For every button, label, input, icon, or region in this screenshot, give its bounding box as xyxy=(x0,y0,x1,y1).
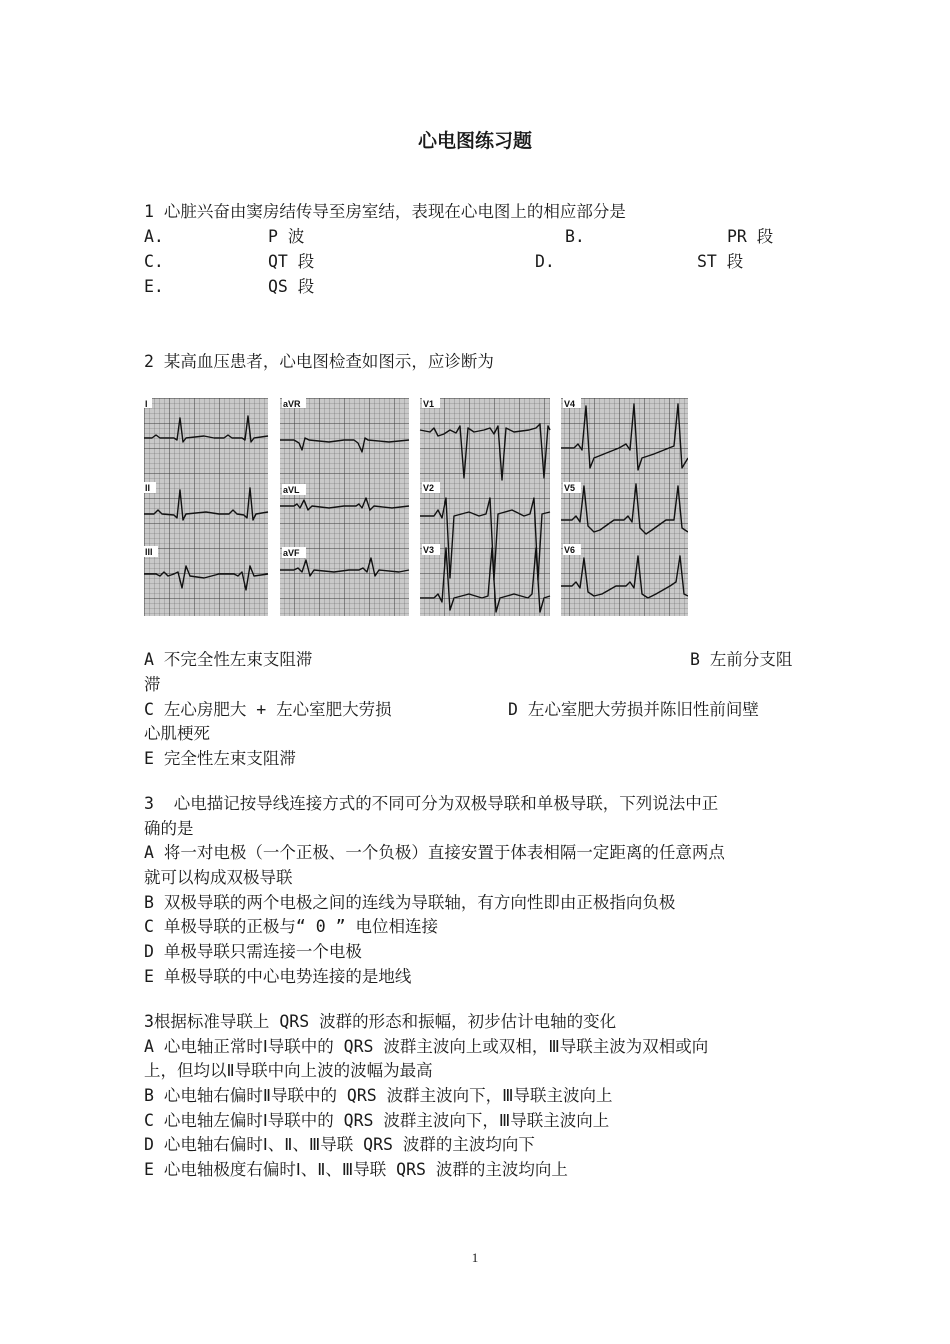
q2-option-b: B 左前分支阻 xyxy=(690,650,793,669)
page-title: 心电图练习题 xyxy=(417,130,532,152)
q2-option-a: A 不完全性左束支阻滞 xyxy=(144,650,313,669)
page-number: 1 xyxy=(471,1250,479,1265)
q3-option-d: D 单极导联只需连接一个电极 xyxy=(144,942,362,961)
ecg-lead-label: V2 xyxy=(423,483,435,493)
q4-option-a: A 心电轴正常时Ⅰ导联中的 QRS 波群主波向上或双相，Ⅲ导联主波为双相或向 xyxy=(144,1037,709,1056)
q1-option-letter: E. xyxy=(144,277,164,296)
ecg-lead-label: aVF xyxy=(283,548,300,558)
q3-stem: 3 心电描记按导线连接方式的不同可分为双极导联和单极导联，下列说法中正 xyxy=(144,794,719,813)
q2-option-d: D 左心室肥大劳损并陈旧性前间壁 xyxy=(508,700,759,719)
q3-option-a-cont: 就可以构成双极导联 xyxy=(144,868,293,887)
ecg-lead-label: V3 xyxy=(423,545,435,555)
q1-option-text: P 波 xyxy=(268,227,305,246)
q4-option-b: B 心电轴右偏时Ⅱ导联中的 QRS 波群主波向下，Ⅲ导联主波向上 xyxy=(144,1086,613,1105)
q3-option-c: C 单极导联的正极与“ 0 ” 电位相连接 xyxy=(144,917,438,936)
ecg-lead-label: aVL xyxy=(283,485,300,495)
q1-option-letter: A. xyxy=(144,227,164,246)
q4-option-d: D 心电轴右偏时Ⅰ、Ⅱ、Ⅲ导联 QRS 波群的主波均向下 xyxy=(144,1135,535,1154)
q1-option-letter: B. xyxy=(565,227,585,246)
q1-option-letter: D. xyxy=(535,252,555,271)
q1-option-letter: C. xyxy=(144,252,164,271)
q4-option-a-cont: 上，但均以Ⅱ导联中向上波的波幅为最高 xyxy=(144,1061,433,1080)
ecg-lead-label: II xyxy=(145,483,151,493)
q1-option-text: QS 段 xyxy=(268,277,315,296)
ecg-lead-label: V5 xyxy=(564,483,576,493)
q1-stem: 1 心脏兴奋由窦房结传导至房室结，表现在心电图上的相应部分是 xyxy=(144,202,626,221)
q4-stem: 3根据标准导联上 QRS 波群的形态和振幅，初步估计电轴的变化 xyxy=(144,1012,617,1031)
q3-option-a: A 将一对电极（一个正极、一个负极）直接安置于体表相隔一定距离的任意两点 xyxy=(144,843,725,862)
q3-option-e: E 单极导联的中心电势连接的是地线 xyxy=(144,967,412,986)
ecg-lead-label: III xyxy=(145,547,153,557)
q1-option-text: ST 段 xyxy=(697,252,744,271)
q1-option-text: PR 段 xyxy=(727,227,774,246)
ecg-lead-label: V6 xyxy=(564,545,576,555)
q4-option-c: C 心电轴左偏时Ⅰ导联中的 QRS 波群主波向下，Ⅲ导联主波向上 xyxy=(144,1111,610,1130)
q3-option-b: B 双极导联的两个电极之间的连线为导联轴，有方向性即由正极指向负极 xyxy=(144,893,676,912)
ecg-lead-label: V4 xyxy=(564,399,576,409)
q2-option-b-cont: 滞 xyxy=(144,675,161,694)
q2-option-c: C 左心房肥大 + 左心室肥大劳损 xyxy=(144,700,392,719)
ecg-image xyxy=(144,398,688,616)
q2-stem: 2 某高血压患者，心电图检查如图示，应诊断为 xyxy=(144,352,494,371)
q2-option-e: E 完全性左束支阻滞 xyxy=(144,749,296,768)
q2-option-d-cont: 心肌梗死 xyxy=(144,724,210,743)
ecg-lead-label: I xyxy=(145,399,148,409)
q1-option-text: QT 段 xyxy=(268,252,315,271)
ecg-lead-label: aVR xyxy=(283,399,301,409)
ecg-lead-label: V1 xyxy=(423,399,435,409)
q4-option-e: E 心电轴极度右偏时Ⅰ、Ⅱ、Ⅲ导联 QRS 波群的主波均向上 xyxy=(144,1160,568,1179)
q3-stem-cont: 确的是 xyxy=(144,819,194,838)
